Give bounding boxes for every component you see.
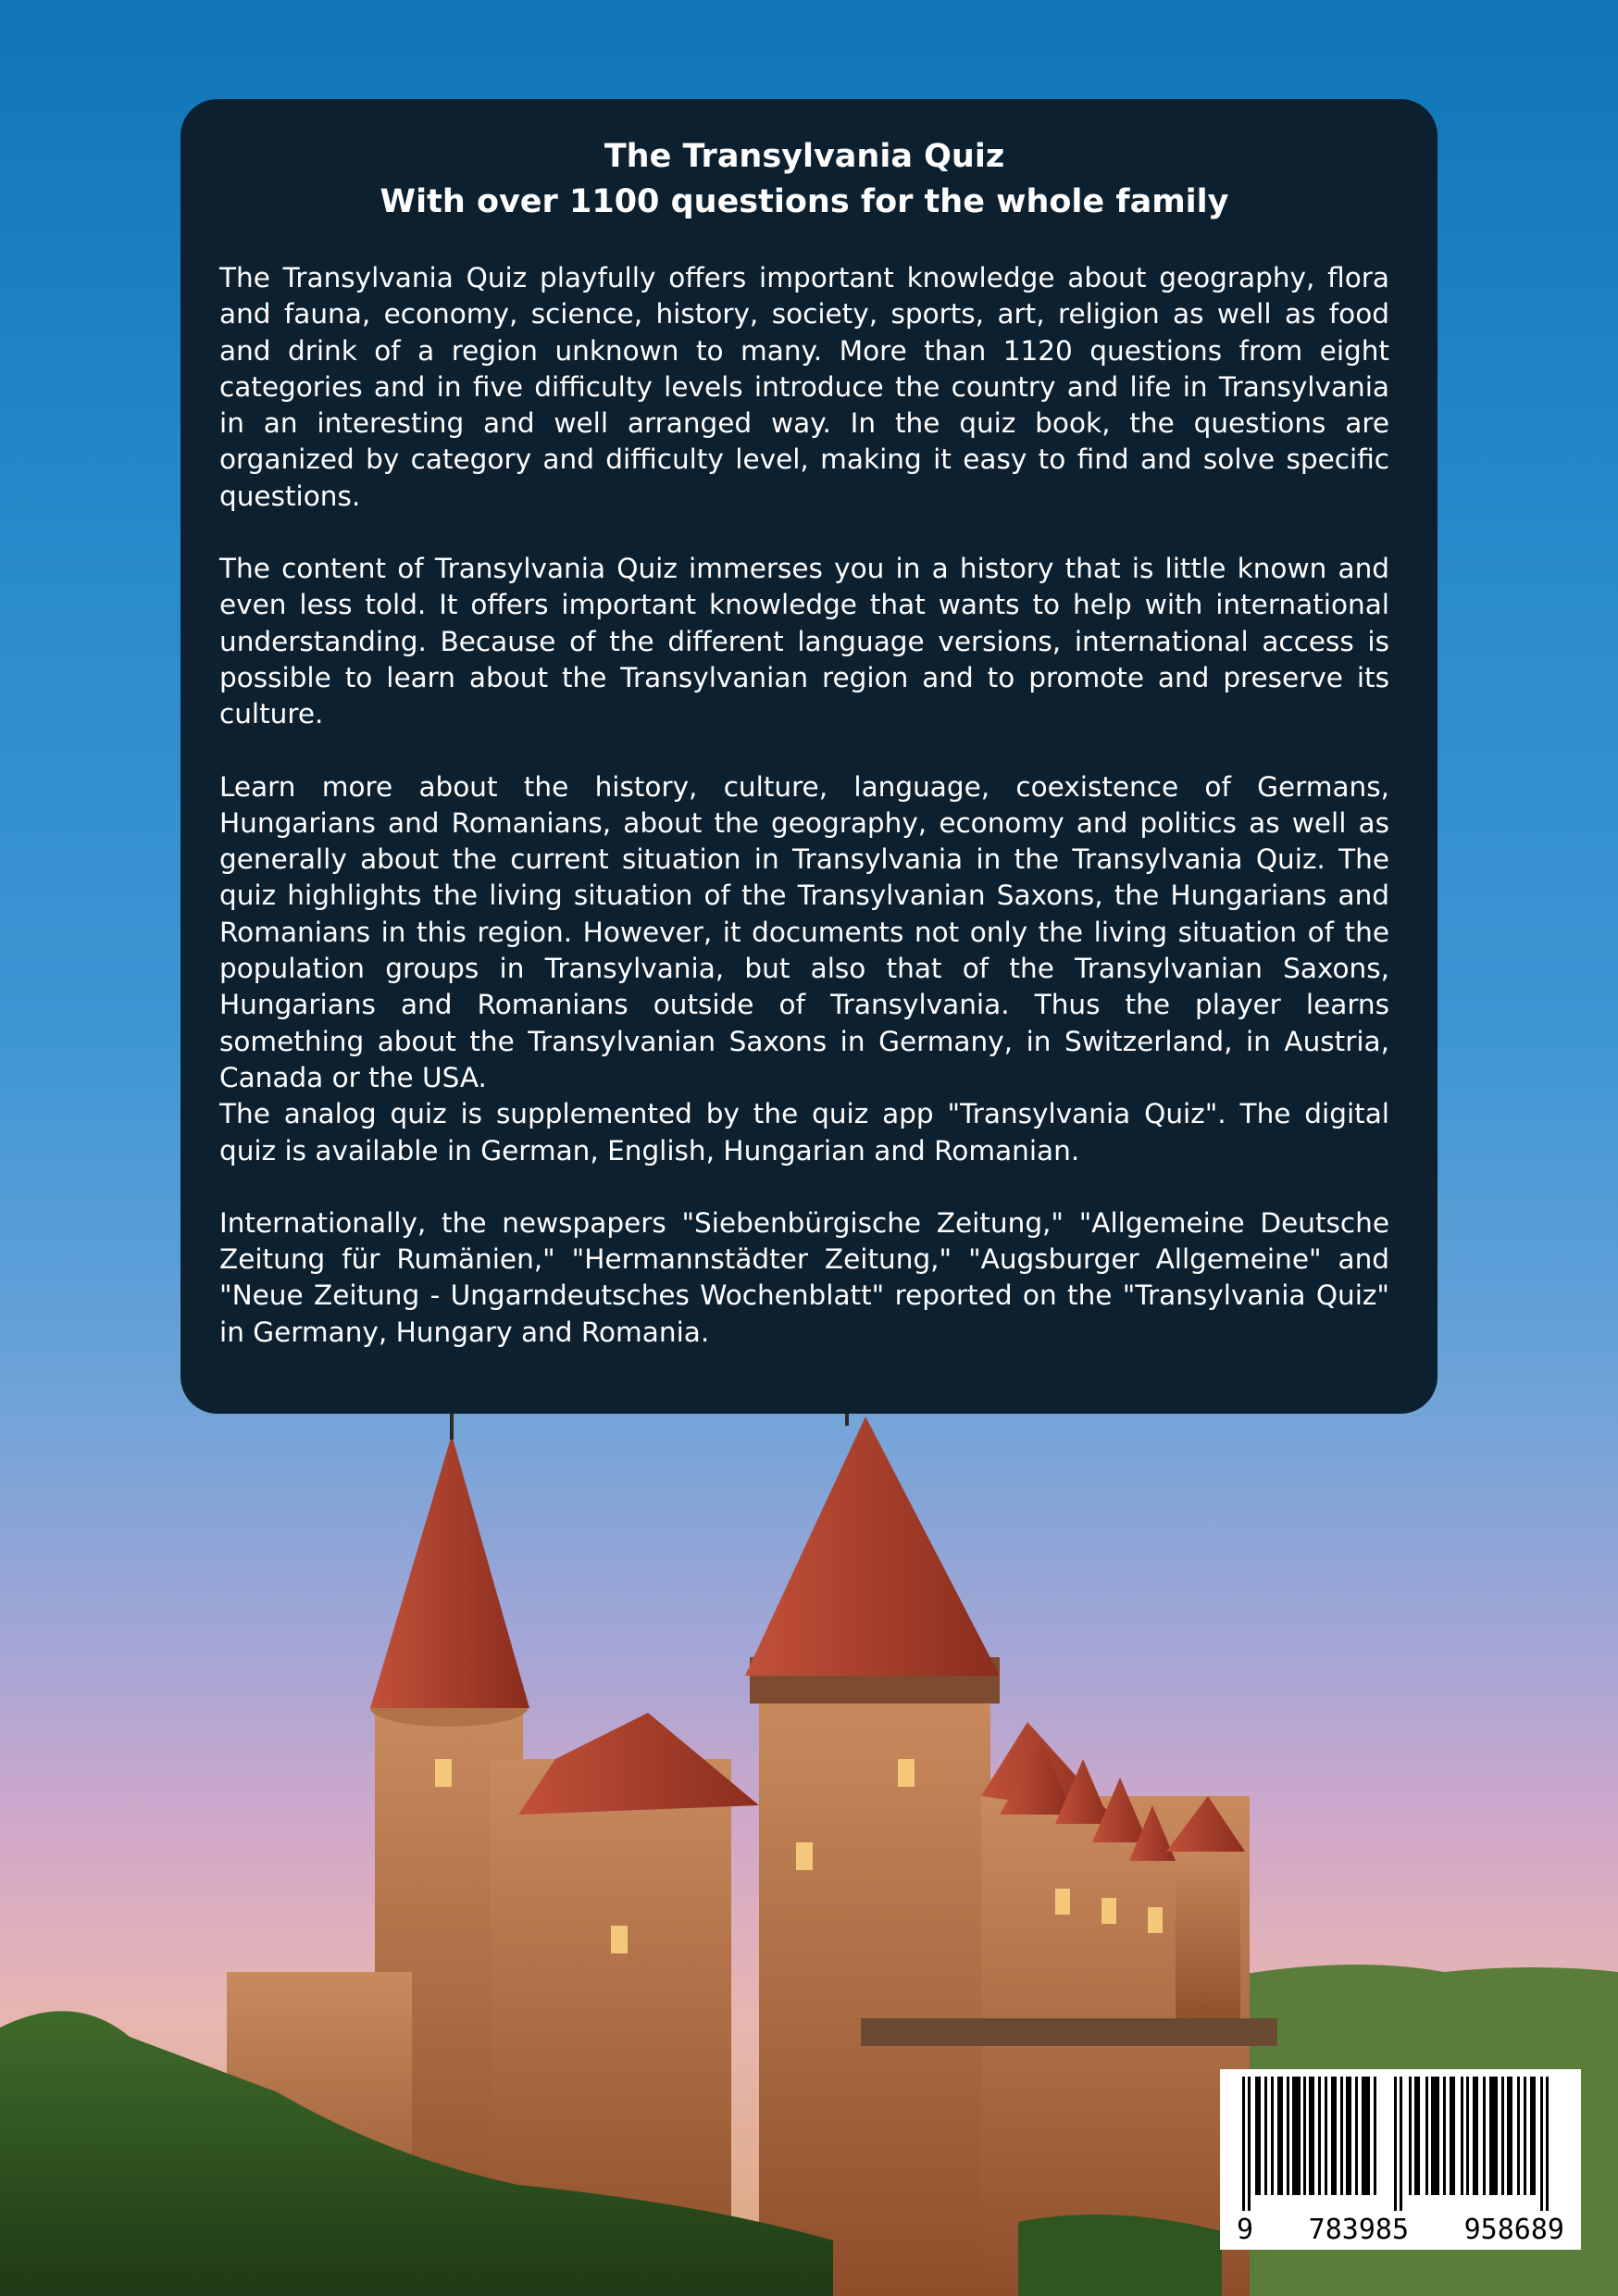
paragraph-5: Internationally, the newspapers "Siebenbürgische Zeitung," "Allgemeine Deutsche Zeitung für Rumänien," "Hermannstädter Zeitung," "Augsburger Allgemeine" and "Neue Zeitung - Ungarndeutsches Wochenblatt" reported on the "Transylvania Quiz" in Germany, Hungary and Romania. bbox=[219, 1206, 1389, 1348]
paragraph-2: The content of Transylvania Quiz immerses you in a history that is little known and even less told. It offers important knowledge that wants to help with international understanding. Because of the different language versions, international access is possible to learn about the Transylvanian region and to promote and preserve its culture. bbox=[219, 553, 1389, 730]
isbn-digit-group-1: 9 bbox=[1237, 2214, 1254, 2246]
paragraph-4: The analog quiz is supplemented by the quiz app "Transylvania Quiz". The digital quiz is available in German, English, Hungarian and Romanian. bbox=[219, 1098, 1389, 1167]
isbn-digits bbox=[1220, 2214, 1581, 2246]
paragraph-1: The Transylvania Quiz playfully offers important knowledge about geography, flora and fauna, economy, science, history, society, sports, art, religion as well as food and drink of a region unknown to many. More than 1120 questions from eight categories and in five difficulty levels introduce the country and life in Transylvania in an interesting and well arranged way. In the quiz book, the questions are organized by category and difficulty level, making it easy to find and solve specific questions. bbox=[219, 262, 1389, 512]
isbn-digit-group-3: 958689 bbox=[1463, 2214, 1564, 2246]
isbn-digit-group-2: 783985 bbox=[1308, 2214, 1410, 2246]
title-line-1: The Transylvania Quiz bbox=[604, 138, 1005, 175]
page-title bbox=[219, 134, 1389, 225]
paragraph-3: Learn more about the history, culture, language, coexistence of Germans, Hungarians and Romanians, about the geography, economy and politics as well as generally about the current situation in Transylvania in the Transylvania Quiz. The quiz highlights the living situation of the Transylvanian Saxons, the Hungarians and Romanians in this region. However, it documents not only the living situation of the population groups in Transylvania, but also that of the Transylvanian Saxons, Hungarians and Romanians outside of Transylvania. Thus the player learns something about the Transylvanian Saxons in Germany, in Switzerland, in Austria, Canada or the USA. bbox=[219, 770, 1389, 1093]
barcode-bars bbox=[1229, 2077, 1572, 2211]
title-line-2: With over 1100 questions for the whole family bbox=[380, 183, 1229, 220]
isbn-barcode bbox=[1220, 2069, 1581, 2250]
text-panel bbox=[180, 99, 1438, 1414]
